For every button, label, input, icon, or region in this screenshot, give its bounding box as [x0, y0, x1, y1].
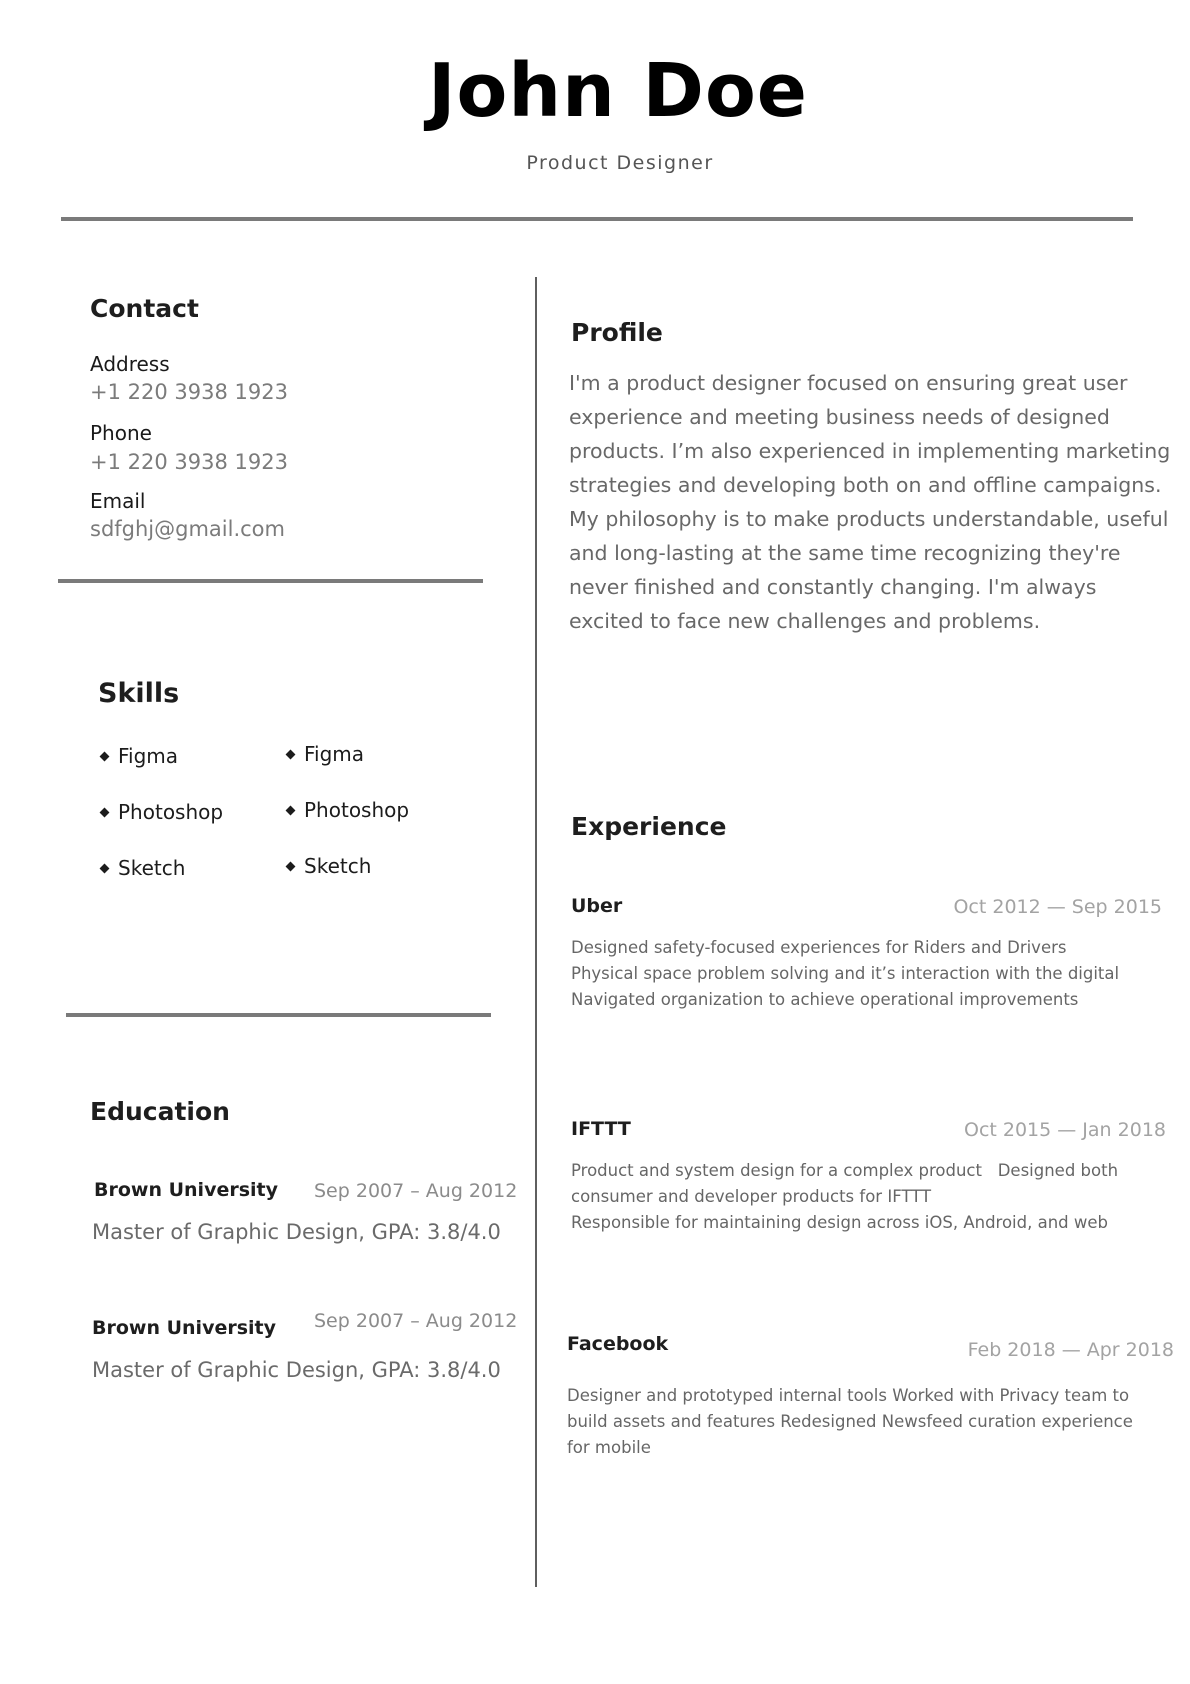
education-dates: Sep 2007 – Aug 2012 — [314, 1310, 518, 1332]
experience-line: Designer and prototyped internal tools Worked with Privacy team to — [567, 1386, 1130, 1405]
education-dates: Sep 2007 – Aug 2012 — [314, 1180, 518, 1202]
experience-company: Uber — [571, 895, 623, 917]
diamond-bullet-icon — [286, 749, 296, 759]
education-degree: Master of Graphic Design, GPA: 3.8/4.0 — [92, 1358, 501, 1382]
profile-text: I'm a product designer focused on ensuring great user experience and meeting business needs of designed products. I’m also experienced in implementing marketing strategies and developing both on and offline campaigns. My philosophy is to make products understandable, useful and long-lasting at the same time recognizing they're never finished and constantly changing. I'm always excited to face new challenges and problems. — [569, 371, 1171, 633]
experience-description — [571, 1158, 1171, 1236]
skill-item — [98, 800, 223, 824]
diamond-bullet-icon — [100, 863, 110, 873]
column-divider — [535, 277, 537, 1587]
experience-description — [567, 1383, 1167, 1461]
experience-line: Product and system design for a complex product Designed both — [571, 1161, 1119, 1180]
skill-label: Sketch — [304, 854, 372, 878]
experience-dates: Oct 2012 — Sep 2015 — [953, 896, 1162, 918]
experience-company: IFTTT — [571, 1118, 631, 1140]
contact-address-value: +1 220 3938 1923 — [90, 380, 288, 404]
contact-phone-label: Phone — [90, 421, 152, 445]
diamond-bullet-icon — [100, 807, 110, 817]
experience-line: Designed safety-focused experiences for Riders and Drivers — [571, 938, 1067, 957]
contact-heading: Contact — [90, 294, 199, 323]
skill-label: Figma — [118, 744, 179, 768]
experience-dates: Oct 2015 — Jan 2018 — [963, 1119, 1166, 1141]
education-degree: Master of Graphic Design, GPA: 3.8/4.0 — [92, 1220, 501, 1244]
skill-item — [98, 856, 185, 880]
diamond-bullet-icon — [286, 805, 296, 815]
experience-line: for mobile — [567, 1438, 651, 1457]
experience-line: Physical space problem solving and it’s interaction with the digital — [571, 964, 1120, 983]
skills-divider — [66, 1013, 491, 1017]
skill-label: Photoshop — [304, 798, 410, 822]
skills-heading: Skills — [98, 678, 180, 709]
experience-heading: Experience — [571, 812, 727, 841]
resume-title: Product Designer — [526, 152, 714, 174]
diamond-bullet-icon — [286, 861, 296, 871]
education-school: Brown University — [94, 1179, 278, 1201]
experience-line: Navigated organization to achieve operational improvements — [571, 990, 1079, 1009]
education-heading: Education — [90, 1097, 230, 1126]
contact-email-label: Email — [90, 489, 146, 513]
skill-item — [98, 744, 178, 768]
resume-name: John Doe — [428, 48, 808, 134]
header-divider — [61, 217, 1133, 221]
contact-phone-value[interactable]: +1 220 3938 1923 — [90, 450, 288, 474]
experience-company: Facebook — [567, 1333, 669, 1355]
skill-label: Figma — [304, 742, 365, 766]
experience-dates: Feb 2018 — Apr 2018 — [967, 1339, 1174, 1361]
contact-address-label: Address — [90, 352, 170, 376]
experience-description — [571, 935, 1171, 1013]
contact-email-value[interactable]: sdfghj@gmail.com — [90, 517, 285, 541]
profile-heading: Profile — [571, 318, 663, 347]
skill-item — [284, 742, 364, 766]
education-school: Brown University — [92, 1317, 276, 1339]
skill-label: Photoshop — [118, 800, 224, 824]
skill-item — [284, 854, 371, 878]
diamond-bullet-icon — [100, 751, 110, 761]
contact-divider — [58, 579, 483, 583]
skill-label: Sketch — [118, 856, 186, 880]
skill-item — [284, 798, 409, 822]
experience-line: consumer and developer products for IFTTT — [571, 1187, 932, 1206]
experience-line: Responsible for maintaining design across iOS, Android, and web — [571, 1213, 1109, 1232]
experience-line: build assets and features Redesigned Newsfeed curation experience — [567, 1412, 1133, 1431]
